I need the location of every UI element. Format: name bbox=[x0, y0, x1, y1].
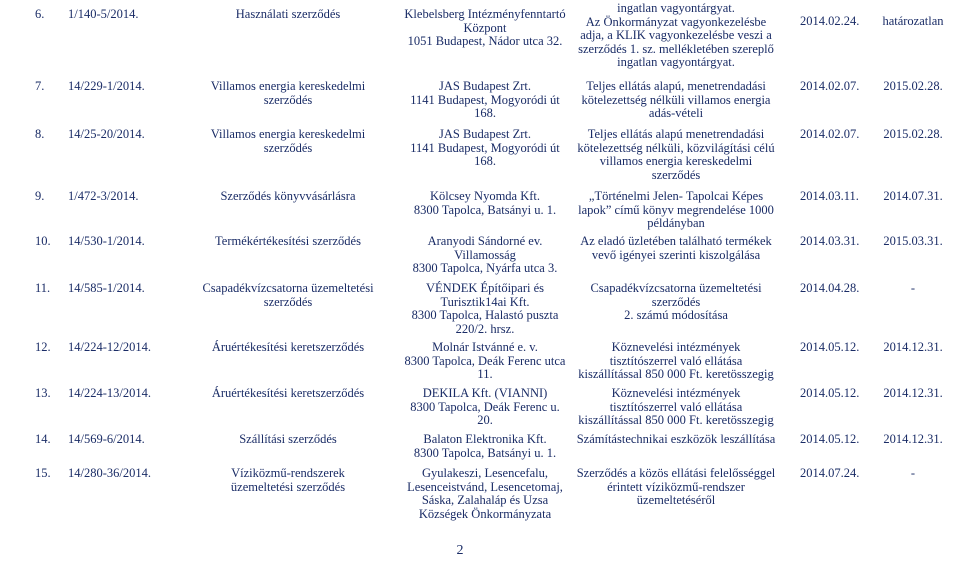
row-number: 9. bbox=[35, 189, 45, 203]
contracting-party: JAS Budapest Zrt. 1141 Budapest, Mogyoródi út 168. bbox=[410, 127, 560, 168]
contract-subject: Teljes ellátás alapú, menetrendadási kötelezettség nélküli villamos energia adás-vételi bbox=[581, 79, 771, 120]
contracting-party: Balaton Elektronika Kft. 8300 Tapolca, Batsányi u. 1. bbox=[413, 432, 557, 460]
contract-type: Szállítási szerződés bbox=[239, 432, 337, 446]
reference-number: 14/224-13/2014. bbox=[68, 386, 151, 400]
contract-subject: Számítástechnikai eszközök leszállítása bbox=[576, 432, 776, 446]
contracting-party: Gyulakeszi, Lesencefalu, Lesenceistvánd, Lesencetomaj, Sáska, Zalahaláp és Uzsa Községek Önkormányzata bbox=[407, 466, 563, 521]
contract-date: 2014.05.12. bbox=[800, 340, 860, 354]
contract-subject: Szerződés a közös ellátási felelősséggel érintett víziközmű-rendszer üzemeltetéséről bbox=[576, 466, 776, 507]
contract-type: Villamos energia kereskedelmi szerződés bbox=[210, 79, 366, 107]
contract-expiry: 2014.12.31. bbox=[883, 432, 943, 446]
contract-expiry: 2015.02.28. bbox=[883, 127, 943, 141]
contract-type: Villamos energia kereskedelmi szerződés bbox=[210, 127, 366, 155]
contract-expiry: 2014.07.31. bbox=[883, 189, 943, 203]
contract-expiry: - bbox=[910, 466, 916, 480]
contracting-party: Kölcsey Nyomda Kft. 8300 Tapolca, Batsányi u. 1. bbox=[413, 189, 557, 217]
reference-number: 1/472-3/2014. bbox=[68, 189, 139, 203]
reference-number: 14/585-1/2014. bbox=[68, 281, 145, 295]
reference-number: 1/140-5/2014. bbox=[68, 7, 139, 21]
contract-subject: Teljes ellátás alapú menetrendadási kötelezettség nélküli, közvilágítási célú villamos energia kereskedelmi szerződés bbox=[577, 127, 775, 182]
reference-number: 14/25-20/2014. bbox=[68, 127, 145, 141]
contract-date: 2014.03.11. bbox=[800, 189, 859, 203]
row-number: 11. bbox=[35, 281, 51, 295]
contract-expiry: 2014.12.31. bbox=[883, 340, 943, 354]
contract-date: 2014.04.28. bbox=[800, 281, 860, 295]
contract-date: 2014.07.24. bbox=[800, 466, 860, 480]
contract-type: Termékértékesítési szerződés bbox=[215, 234, 361, 248]
row-number: 12. bbox=[35, 340, 51, 354]
contract-date: 2014.05.12. bbox=[800, 432, 860, 446]
row-number: 7. bbox=[35, 79, 45, 93]
reference-number: 14/229-1/2014. bbox=[68, 79, 145, 93]
contract-subject: Köznevelési intézmények tisztítószerrel való ellátása kiszállítással 850 000 Ft. keretösszegig bbox=[578, 340, 774, 381]
contract-type: Víziközmű-rendszerek üzemeltetési szerződés bbox=[230, 466, 346, 494]
contracting-party: VÉNDEK Építőipari és Turisztik14ai Kft. 8300 Tapolca, Halastó puszta 220/2. hrsz. bbox=[411, 281, 559, 336]
row-number: 13. bbox=[35, 386, 51, 400]
reference-number: 14/530-1/2014. bbox=[68, 234, 145, 248]
contracting-party: DEKILA Kft. (VIANNI) 8300 Tapolca, Deák Ferenc u. 20. bbox=[410, 386, 560, 427]
contract-type: Csapadékvízcsatorna üzemeltetési szerződés bbox=[202, 281, 374, 309]
contracting-party: Molnár Istvánné e. v. 8300 Tapolca, Deák Ferenc utca 11. bbox=[404, 340, 566, 381]
contracting-party: Aranyodi Sándorné ev. Villamosság 8300 Tapolca, Nyárfa utca 3. bbox=[412, 234, 558, 275]
contract-date: 2014.03.31. bbox=[800, 234, 860, 248]
contract-expiry: - bbox=[910, 281, 916, 295]
contract-date: 2014.02.07. bbox=[800, 127, 860, 141]
contract-subject: Köznevelési intézmények tisztítószerrel való ellátása kiszállítással 850 000 Ft. keretösszegig bbox=[578, 386, 774, 427]
reference-number: 14/569-6/2014. bbox=[68, 432, 145, 446]
contracting-party: Klebelsberg Intézményfenntartó Központ 1051 Budapest, Nádor utca 32. bbox=[404, 7, 566, 48]
contract-subject: Csapadékvízcsatorna üzemeltetési szerződés 2. számú módosítása bbox=[590, 281, 762, 322]
contract-expiry: 2014.12.31. bbox=[883, 386, 943, 400]
reference-number: 14/224-12/2014. bbox=[68, 340, 151, 354]
contract-date: 2014.05.12. bbox=[800, 386, 860, 400]
contract-subject: „Történelmi Jelen- Tapolcai Képes lapok” című könyv megrendelése 1000 példányban bbox=[578, 189, 774, 230]
contract-subject: Az eladó üzletében található termékek vevő igényei szerinti kiszolgálása bbox=[580, 234, 772, 262]
contract-expiry: 2015.02.28. bbox=[883, 79, 943, 93]
contracting-party: JAS Budapest Zrt. 1141 Budapest, Mogyoródi út 168. bbox=[410, 79, 560, 120]
contract-type: Szerződés könyvvásárlásra bbox=[220, 189, 356, 203]
row-number: 8. bbox=[35, 127, 45, 141]
contract-date: 2014.02.07. bbox=[800, 79, 860, 93]
contract-expiry: 2015.03.31. bbox=[883, 234, 943, 248]
contract-date: 2014.02.24. bbox=[800, 14, 860, 28]
contract-type: Használati szerződés bbox=[235, 7, 341, 21]
reference-number: 14/280-36/2014. bbox=[68, 466, 151, 480]
row-number: 10. bbox=[35, 234, 51, 248]
row-number: 15. bbox=[35, 466, 51, 480]
contract-expiry: határozatlan bbox=[882, 14, 944, 28]
row-number: 6. bbox=[35, 7, 45, 21]
contract-subject: ingatlan vagyontárgyat. Az Önkormányzat vagyonkezelésbe adja, a KLIK vagyonkezelésbe veszi a szerződés 1. sz. mellékletében szereplő ingatlan vagyontárgyat. bbox=[578, 1, 774, 69]
row-number: 14. bbox=[35, 432, 51, 446]
contract-type: Áruértékesítési keretszerződés bbox=[211, 340, 365, 354]
page-number: 2 bbox=[456, 543, 464, 558]
contract-type: Áruértékesítési keretszerződés bbox=[211, 386, 365, 400]
